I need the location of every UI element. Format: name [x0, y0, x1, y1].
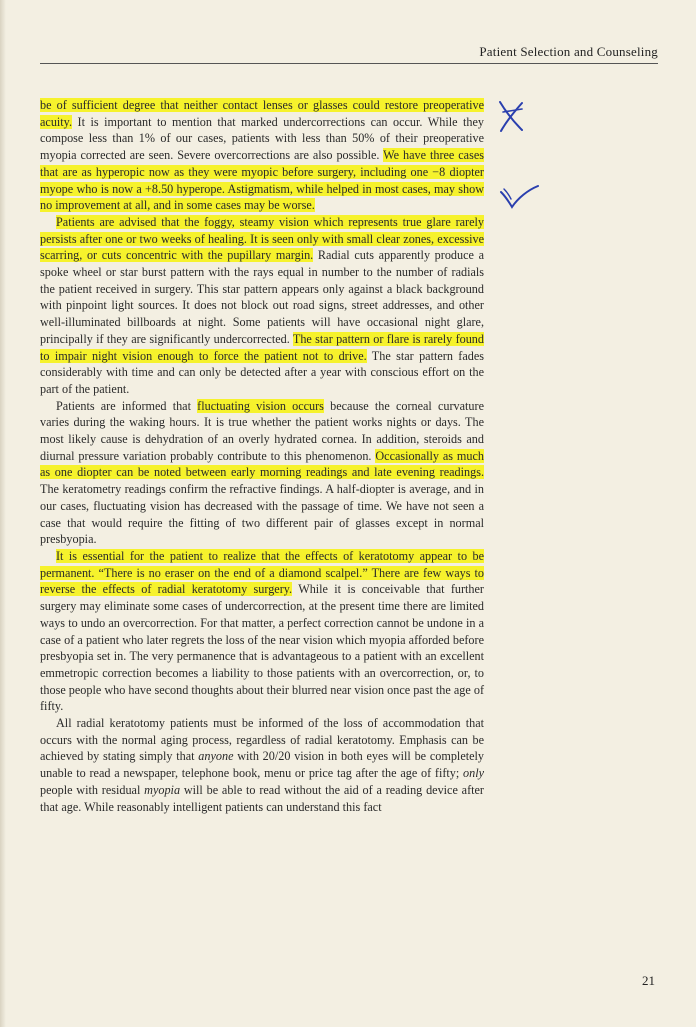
highlighted-text: be of sufficient degree that neither contact lenses or glasses could restore preoperative acuity. — [40, 98, 484, 129]
text-segment: While it is conceivable that further surgery may eliminate some cases of undercorrection, at the present time there are limited ways to undo an overcorrection. For that matter, a perfect correction cannot be undone in a case of a patient who later regrets the loss of the near vision which myopia afforded before presbyopia set in. The very permanence that is advantageous to a patient with an excellent emmetropic correction becomes a liability to those patients with an overcorrection, or, to those people who have second thoughts about their blurred near vision once past the age of fifty. — [40, 582, 484, 714]
page-number: 21 — [642, 973, 655, 988]
text-segment: Patients are informed that — [56, 398, 198, 413]
text-segment: with 20/20 vision in both eyes will be completely unable to read a newspaper, telephone book, menu or price tag after the age of fifty; — [40, 749, 485, 781]
text-segment: myopia — [144, 782, 181, 797]
text-segment: because the corneal curvature varies during the waking hours. It is true whether the patient works nights or days. The most likely cause is dehydration of an overly hydrated cornea. In addition, steroids and diurnal pressure variation probably contribute to this phenomenon. — [40, 398, 484, 463]
text-segment: The keratometry readings confirm the refractive findings. A half-diopter is average, and in our cases, fluctuating vision has decreased with the passage of time. We have not seen a case that would require the fitting of two different pair of glasses except in normal presbyopia. — [40, 482, 484, 547]
text-segment: It is important to mention that marked undercorrections can occur. While they compose less than 1% of our cases, patients with less than 50% of their preoperative myopia corrected are seen. Severe overcorrections are also possible. — [40, 114, 484, 163]
text-segment: only — [463, 766, 484, 781]
paragraph — [40, 715, 484, 815]
handwritten-x-mark-icon — [496, 98, 526, 134]
highlighted-text: We have three cases that are as hyperopic now as they were myopic before surgery, including one −8 diopter myope who is now a +8.50 hyperope. Astigmatism, while helped in most cases, may show no improvement at all, and in some cases may be worse. — [40, 148, 484, 213]
paragraph — [40, 214, 484, 398]
text-segment: The star pattern fades considerably with time and can only be detected after a year with conscious effort on the part of the patient. — [40, 348, 484, 396]
handwritten-check-mark-icon — [498, 180, 540, 210]
text-segment: All radial keratotomy patients must be informed of the loss of accommodation that occurs with the normal aging process, regardless of radial keratotomy. Emphasis can be achieved by stating simply that — [40, 716, 484, 764]
paragraph — [40, 398, 484, 548]
highlighted-text: The star pattern or flare is rarely found to impair night vision enough to force the patient not to drive. — [40, 331, 484, 363]
highlighted-text: fluctuating vision occurs — [197, 398, 324, 413]
running-head: Patient Selection and Counseling — [40, 44, 658, 64]
page-edge — [0, 0, 6, 1027]
text-segment: Radial cuts apparently produce a spoke wheel or star burst pattern with the rays equal in number to the number of radials the patient received in surgery. This star pattern appears only against a black background with pinpoint light sources. It does not block out road signs, street addresses, and other well-illuminated billboards at night. Some patients will have occasional night glare, principally if they are significantly undercorrected. — [40, 248, 484, 346]
paragraph — [40, 548, 484, 715]
text-segment: anyone — [198, 749, 234, 764]
highlighted-text: It is essential for the patient to realize that the effects of keratotomy appear to be permanent. “There is no eraser on the end of a diamond scalpel.” There are few ways to reverse the effects of radial keratotomy surgery. — [40, 548, 484, 597]
text-segment: people with residual — [40, 782, 145, 797]
paragraph — [40, 97, 484, 214]
text-segment: will be able to read without the aid of a reading device after that age. While reasonably intelligent patients can understand this fact — [40, 782, 484, 814]
highlighted-text: Occasionally as much as one diopter can be noted between early morning readings and late evening readings. — [40, 448, 484, 480]
body-text — [40, 97, 484, 815]
highlighted-text: Patients are advised that the foggy, steamy vision which represents true glare rarely persists after one or two weeks of healing. It is seen only with small clear zones, excessive scarring, or cuts concentric with the pupillary margin. — [40, 214, 484, 263]
